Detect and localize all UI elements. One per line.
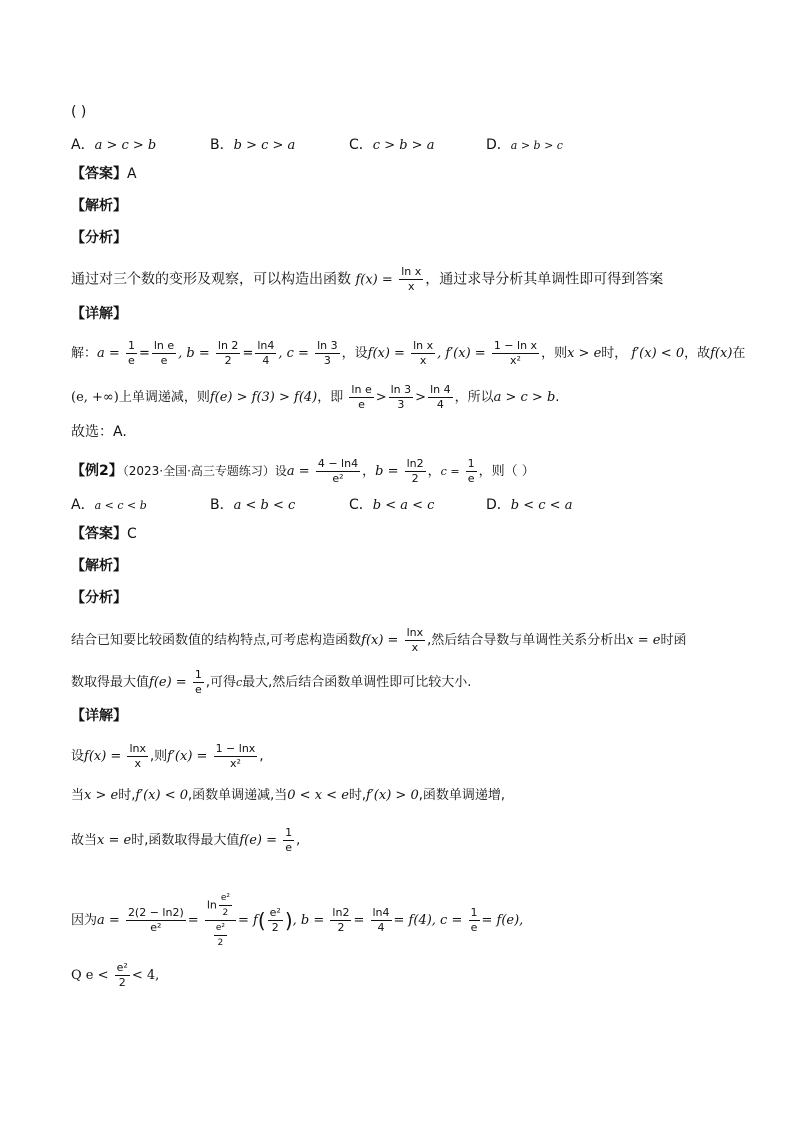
jiexi-heading-2: 【解析】 <box>71 558 127 574</box>
xiangjie-heading-1: 【详解】 <box>71 306 127 322</box>
detail-2-line-5: Q e < $\frac{\text{e²}}{2}$ < 4, <box>71 961 160 989</box>
answer-2: 【答案】C <box>71 526 137 542</box>
example-2-stem: 【例2】（2023·全国·高三专题练习）设a = $\frac{4 - \ln 4}{\text{e²}}$ ，b = $\frac{\ln 2}{2}$ ，c = $\frac{1}{e}$ ，则（ ） <box>71 457 535 485</box>
option-c: C．c > b > a <box>349 137 435 153</box>
option-d: D．a > b > c <box>486 137 563 153</box>
detail-2-line-3: 故当x = e时,函数取得最大值f(e) = $\frac{1}{e}$ , <box>71 826 301 854</box>
option-d-2: D．b < c < a <box>486 497 573 513</box>
option-a: A．a > c > b <box>71 137 157 153</box>
fenxi-text-2b: 数取得最大值f(e) = $\frac{1}{e}$ ,可得c最大,然后结合函数单调性即可比较大小. <box>71 668 472 696</box>
detail-1-line-1: 解：a = $\frac{1}{e}$ = $\frac{\text{ln e}}{e}$ , b = $\frac{\ln 2}{2}$ = $\frac{\ln 4}{4}$ , c = $\frac{\ln 3}{3}$ ，设f(x) = $\frac{\text{ln x}}{x}$ , f′(x) = $\frac{\text{1 − ln x}}{\text{x²}}$ ，则x > e时， f′(x) < 0，故f(x)在 <box>71 339 746 367</box>
nested-fraction: ln $\frac{\text{e²}}{2}$ $\frac{\text{e²}}{2}$ <box>205 892 236 949</box>
detail-2-line-4: 因为a = $\frac{2(2 - \ln 2)}{\text{e²}}$ = ln $\frac{\text{e²}}{2}$ $\frac{\text{e²}}{2}$ = f( $\frac{\text{e²}}{2}$ ), b = $\frac{\ln 2}{2}$ = $\frac{\ln 4}{4}$ = f(4), c = $\frac{1}{e}$ = f(e), <box>71 893 524 948</box>
answer-1: 【答案】A <box>71 166 137 182</box>
detail-2-line-1: 设f(x) = $\frac{\ln x}{x}$ ,则f′(x) = $\frac{1 - \ln x}{\text{x²}}$ , <box>71 742 264 770</box>
option-a-2: A．a < c < b <box>71 497 147 513</box>
fraction: $\frac{\text{ln x}}{x}$ <box>401 265 422 293</box>
option-c-2: C．b < a < c <box>349 497 435 513</box>
detail-2-line-2: 当x > e时,f′(x) < 0,函数单调递减,当0 < x < e时,f′(x) > 0,函数单调递增, <box>71 788 505 803</box>
fenxi-text-1: 通过对三个数的变形及观察，可以构造出函数 f(x) = $\frac{\text{ln x}}{x}$ ，通过求导分析其单调性即可得到答案 <box>71 265 664 293</box>
fenxi-text-2a: 结合已知要比较函数值的结构特点,可考虑构造函数f(x) = $\frac{\ln x}{x}$ ,然后结合导数与单调性关系分析出x = e时函 <box>71 626 687 654</box>
xiangjie-heading-2: 【详解】 <box>71 708 127 724</box>
detail-1-line-2: (e, +∞)上单调递减，则f(e) > f(3) > f(4)，即 $\frac{\text{ln e}}{e}$ > $\frac{\ln 3}{3}$ > $\frac{\ln 4}{4}$ ，所以a > c > b. <box>71 383 560 411</box>
fenxi-heading-1: 【分析】 <box>71 230 127 246</box>
choose-1: 故选：A. <box>71 424 127 440</box>
fenxi-heading-2: 【分析】 <box>71 590 127 606</box>
option-b: B．b > c > a <box>210 137 296 153</box>
question-paren: ( ) <box>71 104 87 120</box>
option-b-2: B．a < b < c <box>210 497 296 513</box>
jiexi-heading-1: 【解析】 <box>71 198 127 214</box>
